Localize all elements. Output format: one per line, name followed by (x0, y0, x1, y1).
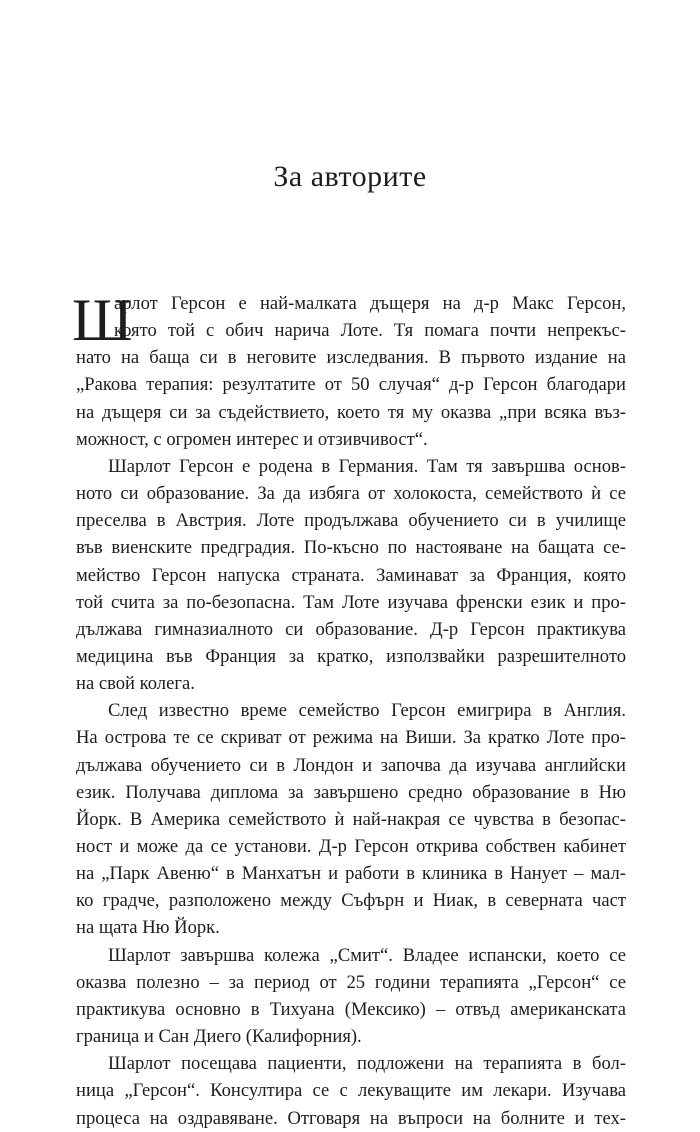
text-line: След известно време семейство Герсон емигрира в Англия. (108, 700, 626, 722)
text-line: която той с обич нарича Лоте. Тя помага почти непрекъс- (114, 320, 626, 342)
text-line: Йорк. В Америка семейството ѝ най-накрая се чувства в безопас- (76, 808, 626, 830)
text-line: на „Парк Авеню“ в Манхатън и работи в клиника в Нанует – мал- (76, 863, 626, 885)
text-line: ница „Герсон“. Консултира се с лекуващите им лекари. Изучава (76, 1080, 626, 1102)
text-line: процеса на оздравяване. Отговаря на въпроси на болните и тех- (76, 1107, 626, 1129)
text-line: оказва полезно – за период от 25 години терапията „Герсон“ се (76, 971, 626, 993)
text-line: той счита за по-безопасна. Там Лоте изучава френски език и про- (76, 591, 626, 613)
text-line: Шарлот Герсон е родена в Германия. Там тя завършва основ- (108, 455, 626, 477)
text-line: ното си образование. За да избяга от холокоста, семейството ѝ се (76, 483, 626, 505)
text-line: На острова те се скриват от режима на Виши. За кратко Лоте про- (76, 727, 626, 749)
text-line: на дъщеря си за съдействието, което тя му оказва „при всяка въз- (76, 401, 626, 423)
text-line: практикува основно в Тихуана (Мексико) – отвъд американската (76, 998, 626, 1020)
text-line: Шарлот посещава пациенти, подложени на терапията в бол- (108, 1053, 626, 1075)
text-line: медицина във Франция за кратко, използвайки разрешителното (76, 645, 626, 667)
text-line: нато на баща си в неговите изследвания. В първото издание на (76, 347, 626, 369)
text-line: можност, с огромен интерес и отзивчивост“. (76, 428, 428, 450)
chapter-heading: За авторите (273, 160, 427, 193)
text-line: Шарлот завършва колежа „Смит“. Владее испански, което се (108, 944, 626, 966)
text-line: преселва в Австрия. Лоте продължава обучението си в училище (76, 510, 626, 532)
text-line: ко градче, разположено между Съфърн и Ниак, в северната част (76, 890, 626, 912)
text-line: дължава гимназиалното си образование. Д-р Герсон практикува (76, 618, 626, 640)
text-line: на свой колега. (76, 673, 195, 695)
text-line: на щата Ню Йорк. (76, 917, 220, 939)
text-line: „Ракова терапия: резултатите от 50 случая“ д-р Герсон благодари (76, 374, 626, 396)
text-line: граница и Сан Диего (Калифорния). (76, 1026, 362, 1048)
text-line: мейство Герсон напуска страната. Заминават за Франция, която (76, 564, 626, 586)
text-line: дължава обучението си в Лондон и започва да изучава английски (76, 754, 626, 776)
drop-cap-letter: Ш (72, 287, 133, 353)
text-line: ност и може да се установи. Д-р Герсон открива собствен кабинет (76, 836, 626, 857)
text-line: арлот Герсон е най-малката дъщеря на д-р Макс Герсон, (114, 293, 626, 314)
text-line: език. Получава диплома за завършено средно образование в Ню (76, 781, 626, 803)
text-line: във виенските предградия. По-късно по настояване на бащата се- (76, 537, 626, 559)
